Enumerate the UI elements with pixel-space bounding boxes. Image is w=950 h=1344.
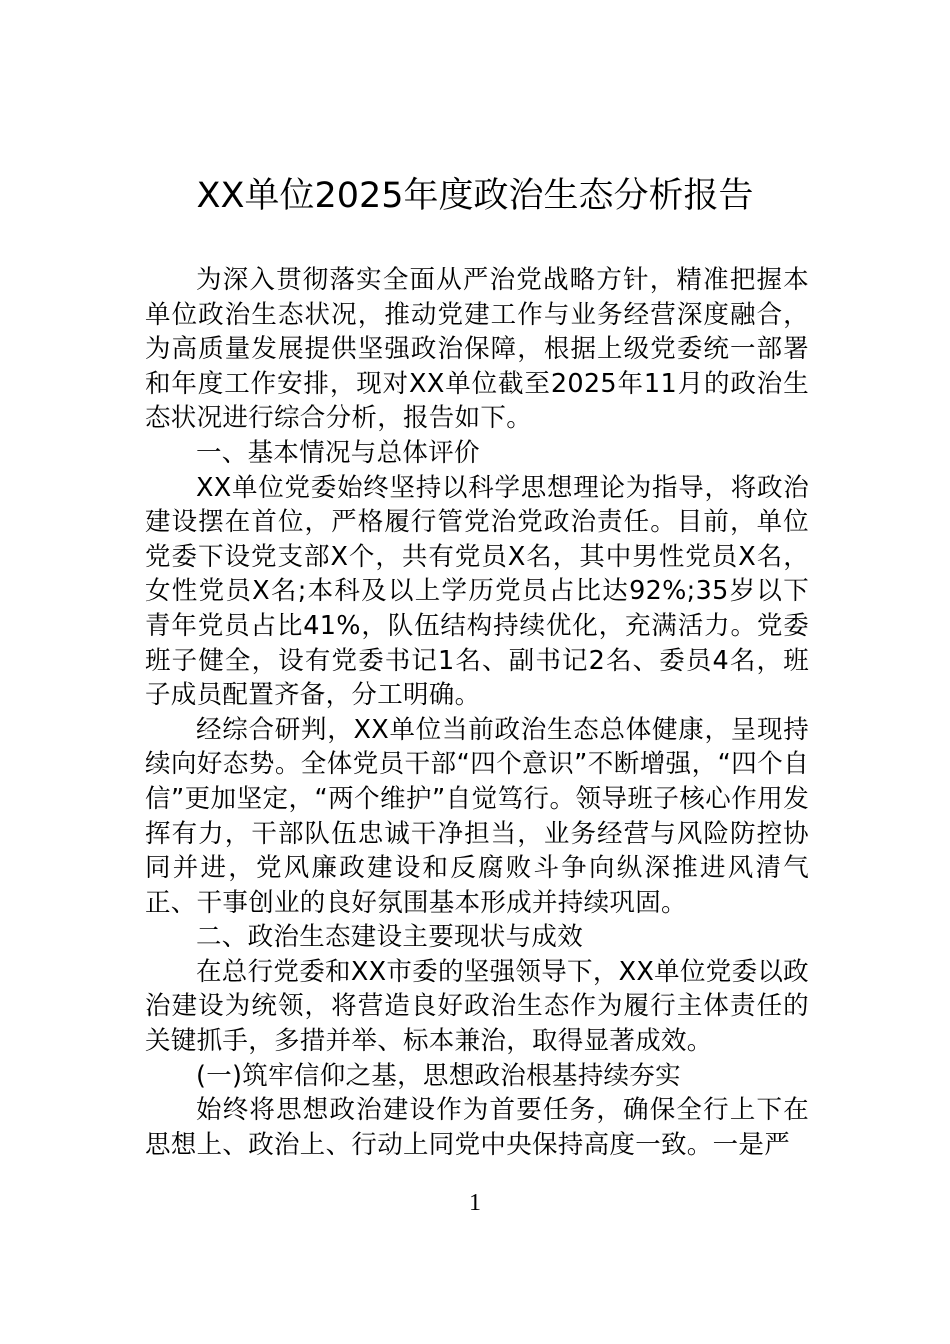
document-body [145, 263, 809, 1162]
paragraph-overall-evaluation: 经综合研判，XX单位当前政治生态总体健康，呈现持续向好态势。全体党员干部“四个意识”不断增强，“四个自信”更加坚定，“两个维护”自觉笃行。领导班子核心作用发挥有力，干部队伍忠诚干净担当，业务经营与风险防控协同并进，党风廉政建设和反腐败斗争向纵深推进风清气正、干事创业的良好氛围基本形成并持续巩固。 [145, 714, 809, 918]
section-heading-2: 二、政治生态建设主要现状与成效 [196, 922, 584, 953]
document-title: XX单位2025年度政治生态分析报告 [196, 176, 754, 216]
paragraph-basic-info: XX单位党委始终坚持以科学思想理论为指导，将政治建设摆在首位，严格履行管党治党政治责任。目前，单位党委下设党支部X个，共有党员X名，其中男性党员X名，女性党员X名;本科及以上学历党员占比达92%;35岁以下青年党员占比41%，队伍结构持续优化，充满活力。党委班子健全，设有党委书记1名、副书记2名、委员4名，班子成员配置齐备，分工明确。 [145, 472, 809, 711]
page-number: 1 [469, 1190, 481, 1216]
paragraph-subsection-1: 始终将思想政治建设作为首要任务，确保全行上下在思想上、政治上、行动上同党中央保持高度一致。一是严 [145, 1095, 809, 1160]
section-heading-1: 一、基本情况与总体评价 [196, 437, 480, 468]
subsection-heading-1: (一)筑牢信仰之基，思想政治根基持续夯实 [196, 1060, 681, 1091]
paragraph-section-2-intro: 在总行党委和XX市委的坚强领导下，XX单位党委以政治建设为统领，将营造良好政治生态作为履行主体责任的关键抓手，多措并举、标本兼治，取得显著成效。 [145, 956, 809, 1057]
paragraph-intro: 为深入贯彻落实全面从严治党战略方针，精准把握本单位政治生态状况，推动党建工作与业务经营深度融合，为高质量发展提供坚强政治保障，根据上级党委统一部署和年度工作安排，现对XX单位截至2025年11月的政治生态状况进行综合分析，报告如下。 [145, 265, 809, 434]
